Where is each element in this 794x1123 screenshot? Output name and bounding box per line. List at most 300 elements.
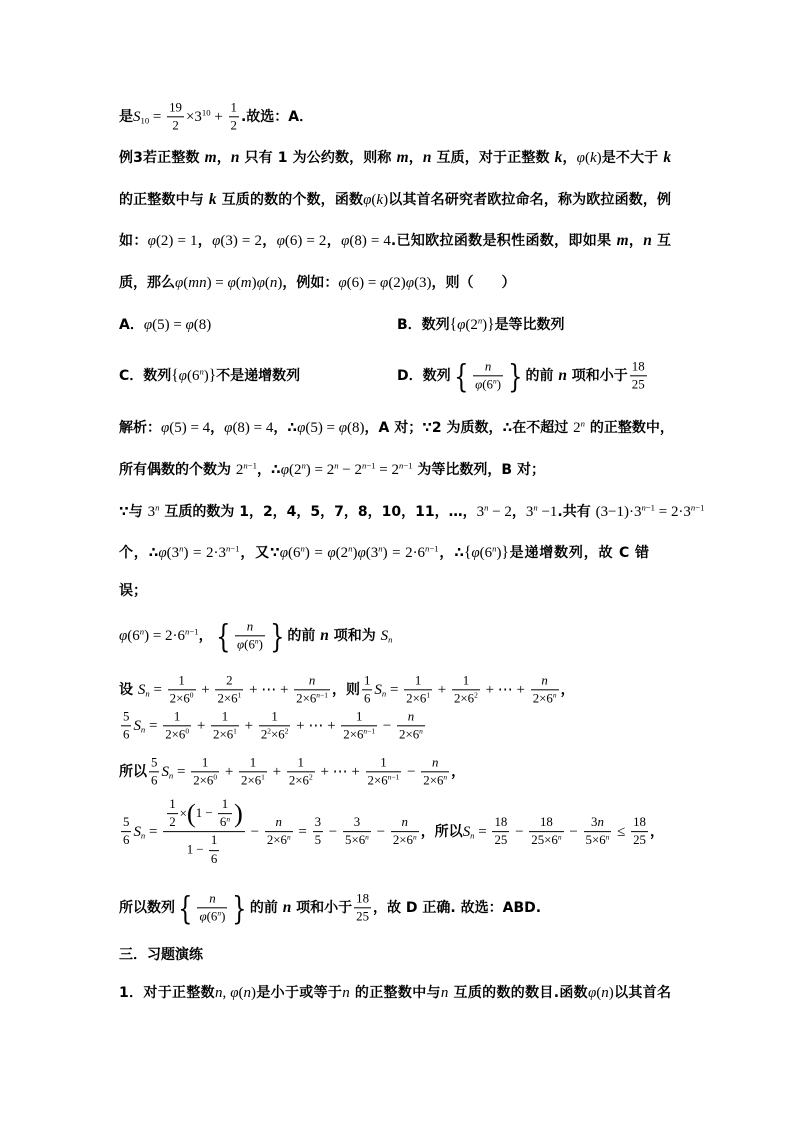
- superscript: n: [412, 832, 417, 842]
- math-variable: n: [363, 726, 368, 736]
- math-text: = 2: [375, 462, 399, 478]
- math-variable: φ: [199, 909, 207, 924]
- superscript: n: [334, 460, 339, 471]
- math-text: −1: [230, 543, 240, 554]
- fraction: [492, 815, 509, 848]
- superscript: n: [365, 832, 369, 842]
- math-text: ) =: [304, 545, 328, 561]
- denominator: [163, 727, 191, 743]
- math-text: 2×6: [169, 691, 190, 706]
- math-text: ) = 2·6: [382, 545, 426, 561]
- math-variable: n: [398, 460, 404, 471]
- fraction: [167, 100, 184, 133]
- text-run: ，: [560, 682, 575, 698]
- close-delimiter: ): [234, 798, 243, 829]
- denominator: [531, 691, 559, 707]
- numerator: [168, 673, 196, 690]
- superscript: n: [492, 376, 497, 386]
- conclusion-line: [119, 888, 542, 927]
- denominator: [239, 773, 267, 789]
- math-variable: n: [361, 460, 367, 471]
- superscript: 0: [185, 726, 190, 736]
- math-variable: φ: [341, 233, 350, 249]
- superscript: n: [533, 502, 538, 513]
- math-text: 2×6: [193, 773, 214, 788]
- text-run: 项和为: [328, 628, 381, 644]
- math-variable: S: [462, 824, 471, 840]
- text-run: 是等比数列: [494, 317, 565, 333]
- denominator: [168, 691, 196, 707]
- text-variable: m: [204, 149, 217, 166]
- math-text: −: [403, 764, 420, 780]
- sum-difference-line: [119, 709, 427, 742]
- numerator: [397, 709, 425, 726]
- math-variable: S: [380, 628, 389, 644]
- math-text: (2) = 1: [155, 233, 198, 249]
- math-variable: φ: [380, 275, 389, 291]
- denominator: [529, 833, 563, 849]
- math-variable: S: [374, 682, 382, 698]
- math-text: 1: [178, 673, 185, 688]
- text-run: ，: [261, 233, 277, 249]
- numerator: [191, 755, 219, 772]
- analysis-line-4: [119, 543, 649, 563]
- text-run: ∵与: [119, 504, 148, 520]
- text-run: ，例如：: [282, 275, 339, 291]
- text-run: 所有偶数的个数为: [119, 462, 236, 478]
- math-text: (6: [482, 377, 493, 392]
- math-text: (5) =: [152, 317, 186, 333]
- text-run: ，: [511, 504, 526, 520]
- denominator: [149, 773, 159, 789]
- math-text: +: [240, 718, 257, 734]
- math-text: 5: [123, 709, 130, 724]
- fraction: [294, 673, 330, 706]
- math-text: ): [251, 275, 257, 291]
- math-variable: n: [641, 502, 646, 513]
- math-text: −: [565, 824, 582, 840]
- text-run: D．数列: [397, 368, 451, 384]
- superscript: 0: [213, 772, 218, 782]
- math-text: +: [221, 764, 238, 780]
- analysis-line-1: [119, 418, 674, 438]
- text-run: 个，∴: [119, 545, 159, 561]
- text-variable: n: [230, 149, 240, 166]
- text-run: 设: [119, 682, 138, 698]
- superscript: n: [300, 543, 305, 554]
- superscript: [185, 627, 199, 637]
- math-text: 18: [539, 815, 553, 830]
- superscript: n: [492, 543, 497, 554]
- open-delimiter: {: [453, 356, 469, 395]
- math-variable: n: [243, 460, 248, 471]
- math-text: (6: [206, 909, 218, 924]
- math-variable: φ: [185, 317, 194, 333]
- open-delimiter: {: [215, 616, 230, 655]
- numerator: [163, 709, 191, 726]
- math-variable: n: [484, 359, 492, 374]
- text-run: 互质的数的个数，函数: [216, 192, 364, 208]
- superscript: [362, 461, 376, 471]
- text-run: .共有: [557, 504, 596, 520]
- numerator: [452, 673, 480, 690]
- math-text: 18: [494, 815, 508, 830]
- denominator: [229, 118, 239, 134]
- denominator: [167, 814, 177, 830]
- math-text: 6: [123, 727, 130, 742]
- superscript: n: [378, 543, 383, 554]
- superscript: 1: [233, 726, 237, 736]
- math-text: 19: [169, 100, 182, 115]
- numerator: [215, 673, 243, 690]
- math-text: −1: [429, 543, 439, 554]
- math-text: ,: [222, 985, 231, 1001]
- math-text: −1: [645, 502, 656, 513]
- denominator: [294, 691, 330, 707]
- text-run: ，所以: [420, 824, 463, 840]
- math-text: =: [474, 824, 491, 840]
- math-text: 25: [633, 833, 646, 848]
- superscript: n: [217, 908, 222, 918]
- numerator: [343, 815, 371, 832]
- math-variable: n: [184, 626, 190, 637]
- superscript: 10: [201, 107, 211, 118]
- math-variable: n: [541, 673, 548, 688]
- math-text: 2×6: [406, 691, 427, 706]
- math-variable: φ: [363, 192, 372, 208]
- math-text: (6: [287, 545, 301, 561]
- numerator: [167, 100, 184, 117]
- denominator: [191, 773, 219, 789]
- math-text: −1: [320, 690, 328, 700]
- superscript: [316, 691, 328, 700]
- math-variable: φ: [147, 233, 156, 249]
- math-variable: φ: [276, 233, 285, 249]
- sum-result-line: [119, 797, 664, 867]
- superscript: [691, 503, 705, 513]
- math-text: (3) = 2: [220, 233, 262, 249]
- numerator: [473, 359, 503, 376]
- math-variable: φ: [405, 275, 415, 291]
- fraction: [354, 891, 371, 924]
- numerator: [235, 619, 265, 636]
- math-variable: S: [133, 824, 141, 840]
- fraction: [313, 815, 323, 848]
- math-text: + ⋯ +: [245, 682, 293, 698]
- text-variable: n: [320, 627, 329, 644]
- superscript: n: [477, 315, 483, 326]
- text-run: ，: [649, 824, 664, 840]
- numerator: [163, 797, 245, 832]
- numerator: [294, 673, 330, 690]
- math-variable: n: [387, 772, 392, 782]
- math-variable: φ: [178, 368, 187, 384]
- superscript: [226, 544, 240, 554]
- text-run: 如：: [119, 233, 148, 249]
- math-text: (8) = 4: [349, 233, 391, 249]
- math-text: 1: [462, 673, 470, 688]
- denominator: [218, 814, 232, 830]
- math-text: (2: [288, 462, 302, 478]
- math-variable: S: [133, 718, 141, 734]
- math-text: =: [149, 109, 166, 125]
- superscript: n: [552, 690, 557, 700]
- math-variable: φ: [230, 985, 239, 1001]
- text-run: B．数列: [397, 317, 450, 333]
- text-variable: k: [554, 149, 563, 166]
- analysis-line-6: [119, 616, 393, 655]
- denominator: [631, 833, 648, 849]
- math-text: 3: [147, 504, 156, 520]
- text-run: ，: [210, 420, 225, 436]
- math-variable: n: [601, 985, 609, 1001]
- math-text: ×: [179, 806, 187, 821]
- superscript: 1: [237, 690, 242, 700]
- math-text: (: [584, 150, 590, 166]
- math-text: −1: [247, 460, 257, 471]
- numerator: [239, 755, 267, 772]
- numerator: [259, 709, 291, 726]
- math-text: 2×6: [453, 691, 475, 706]
- math-variable: n: [246, 619, 254, 634]
- superscript: n: [199, 366, 204, 377]
- math-text: −1: [391, 772, 400, 782]
- math-text: 1: [271, 709, 278, 724]
- numerator: [209, 834, 219, 851]
- superscript: 0: [189, 690, 194, 700]
- fraction: [341, 709, 377, 742]
- math-text: 1 −: [195, 806, 216, 821]
- math-text: (8) = 4: [232, 420, 274, 436]
- math-text: + ⋯ +: [316, 764, 364, 780]
- math-variable: φ: [475, 377, 483, 392]
- text-run: 例3若正整数: [119, 150, 205, 166]
- text-run: ，: [628, 233, 644, 249]
- math-text: 2×6: [241, 773, 262, 788]
- example-3-statement-line-2: [119, 190, 671, 210]
- text-run: 是不大于: [601, 150, 664, 166]
- math-text: (2): [388, 275, 406, 291]
- analysis-line-2: [119, 460, 545, 480]
- text-run: 的正整数中，: [585, 420, 674, 436]
- math-text: 2×6: [266, 833, 287, 848]
- math-text: 2: [230, 118, 237, 133]
- denominator: [421, 773, 449, 789]
- math-text: (8): [347, 420, 365, 436]
- math-variable: S: [137, 682, 146, 698]
- math-text: 1: [363, 673, 371, 688]
- numerator: [149, 755, 159, 772]
- close-delimiter: }: [232, 888, 247, 927]
- text-run: ，: [451, 764, 466, 780]
- denominator: [473, 377, 503, 393]
- fraction: [531, 673, 559, 706]
- superscript: n: [557, 832, 562, 842]
- text-run: 互: [651, 233, 672, 249]
- option-a: [119, 315, 211, 335]
- math-text: 1: [221, 709, 229, 724]
- numerator: [421, 755, 449, 772]
- text-run: 三．习题演练: [119, 947, 203, 963]
- math-text: ): [482, 317, 488, 333]
- math-text: 3: [476, 504, 485, 520]
- text-run: 互质，对于正整数: [431, 150, 555, 166]
- math-variable: φ: [212, 233, 221, 249]
- fraction: [218, 797, 232, 830]
- superscript: n: [155, 502, 160, 513]
- math-variable: n: [209, 891, 216, 906]
- subscript: n: [140, 830, 146, 841]
- open-delimiter: {: [449, 316, 458, 333]
- subscript: n: [470, 830, 475, 841]
- math-text: ): [608, 985, 614, 1001]
- denominator: [362, 691, 372, 707]
- fraction: [265, 815, 293, 848]
- math-text: − 2: [488, 504, 512, 520]
- superscript: 2: [308, 772, 313, 782]
- text-run: 解析：: [119, 420, 161, 436]
- math-text: = 2·3: [655, 504, 691, 520]
- math-text: ) = 2·6: [144, 628, 185, 644]
- previous-answer-line: [119, 100, 313, 133]
- fraction: [163, 797, 245, 867]
- text-run: 的前: [249, 900, 283, 916]
- text-variable: n: [558, 367, 567, 384]
- denominator: [265, 833, 293, 849]
- math-variable: n: [275, 815, 282, 830]
- superscript: n: [139, 626, 145, 637]
- math-text: 1: [297, 755, 304, 770]
- math-variable: φ: [457, 317, 466, 333]
- text-run: ，又∵: [239, 545, 280, 561]
- denominator: [209, 851, 219, 867]
- numerator: [391, 815, 419, 832]
- delimited-body: [195, 797, 234, 830]
- math-variable: n: [407, 709, 415, 724]
- math-text: 1: [221, 797, 229, 812]
- analysis-line-5: [119, 581, 147, 601]
- math-text: =: [386, 682, 403, 698]
- text-variable: n: [643, 232, 652, 249]
- superscript: n: [484, 502, 489, 513]
- math-text: 6: [151, 773, 158, 788]
- close-delimiter: }: [508, 356, 523, 395]
- math-text: ): [251, 985, 257, 1001]
- superscript: n: [443, 772, 448, 782]
- fraction: [362, 673, 372, 706]
- fraction: [366, 755, 402, 788]
- fraction: [473, 359, 503, 392]
- text-variable: k: [208, 191, 217, 208]
- superscript: 2: [267, 726, 271, 736]
- subscript: n: [381, 688, 387, 699]
- math-text: 2: [226, 673, 233, 688]
- math-text: =: [173, 764, 190, 780]
- math-variable: n: [597, 815, 604, 830]
- numerator: [287, 755, 315, 772]
- math-text: 6: [363, 691, 371, 706]
- fraction: [529, 815, 563, 848]
- math-variable: φ: [471, 545, 480, 561]
- math-text: (: [264, 275, 270, 291]
- text-run: A．: [119, 317, 144, 333]
- math-text: (3−1)·3: [595, 504, 642, 520]
- text-run: 所以: [119, 764, 147, 780]
- text-variable: n: [282, 899, 292, 916]
- sum-definition-line: [119, 673, 575, 706]
- set-braces: [175, 888, 250, 927]
- text-run: ，: [562, 150, 577, 166]
- delimited-body: [457, 317, 487, 333]
- denominator: [163, 833, 245, 867]
- text-run: .已知欧拉函数是积性函数，即如果: [390, 233, 617, 249]
- section-heading: [119, 945, 203, 965]
- analysis-line-3: [119, 502, 705, 522]
- text-run: 的正整数中与: [119, 192, 209, 208]
- math-text: 1: [380, 755, 387, 770]
- math-text: ): [383, 192, 389, 208]
- fraction: [631, 815, 648, 848]
- math-variable: n: [432, 755, 439, 770]
- denominator: [343, 833, 371, 849]
- set-braces: [450, 317, 495, 333]
- open-delimiter: {: [463, 544, 472, 561]
- text-run: 是小于或等于: [256, 985, 343, 1001]
- math-variable: n: [269, 275, 278, 291]
- math-text: 3: [525, 504, 534, 520]
- math-text: =: [149, 682, 166, 698]
- text-run: 项和小于: [291, 900, 353, 916]
- math-variable: S: [133, 109, 141, 125]
- denominator: [366, 773, 402, 789]
- math-text: 1: [173, 709, 181, 724]
- text-variable: m: [396, 149, 409, 166]
- math-text: ): [352, 545, 358, 561]
- math-text: −: [325, 824, 341, 840]
- math-text: ) = 2·3: [183, 545, 226, 561]
- superscript: n: [301, 460, 306, 471]
- math-text: 2×6: [165, 727, 186, 742]
- math-text: 5×6: [585, 833, 606, 848]
- fraction: [235, 619, 265, 652]
- denominator: [211, 727, 239, 743]
- denominator: [630, 377, 647, 393]
- math-text: 2×6: [532, 691, 553, 706]
- close-delimiter: }: [487, 316, 495, 333]
- math-text: ) = 2: [305, 462, 335, 478]
- math-variable: φ: [224, 420, 233, 436]
- superscript: n: [348, 543, 353, 554]
- math-text: (: [183, 275, 189, 291]
- set-braces: [213, 616, 288, 655]
- close-delimiter: }: [501, 544, 509, 561]
- subscript: n: [168, 770, 174, 781]
- math-text: (: [235, 275, 241, 291]
- math-text: 25: [494, 833, 508, 848]
- math-text: 5×6: [345, 833, 366, 848]
- math-text: (: [371, 192, 377, 208]
- math-variable: n: [425, 543, 430, 554]
- math-text: (3: [365, 545, 379, 561]
- math-text: (6: [186, 368, 200, 384]
- math-variable: n: [243, 985, 252, 1001]
- numerator: [362, 673, 372, 690]
- math-text: (6: [479, 545, 493, 561]
- text-run: 是递增数列，故 C 错: [508, 545, 649, 561]
- math-text: 1: [210, 833, 218, 848]
- math-text: 1: [169, 797, 176, 812]
- math-text: (6) = 2: [284, 233, 327, 249]
